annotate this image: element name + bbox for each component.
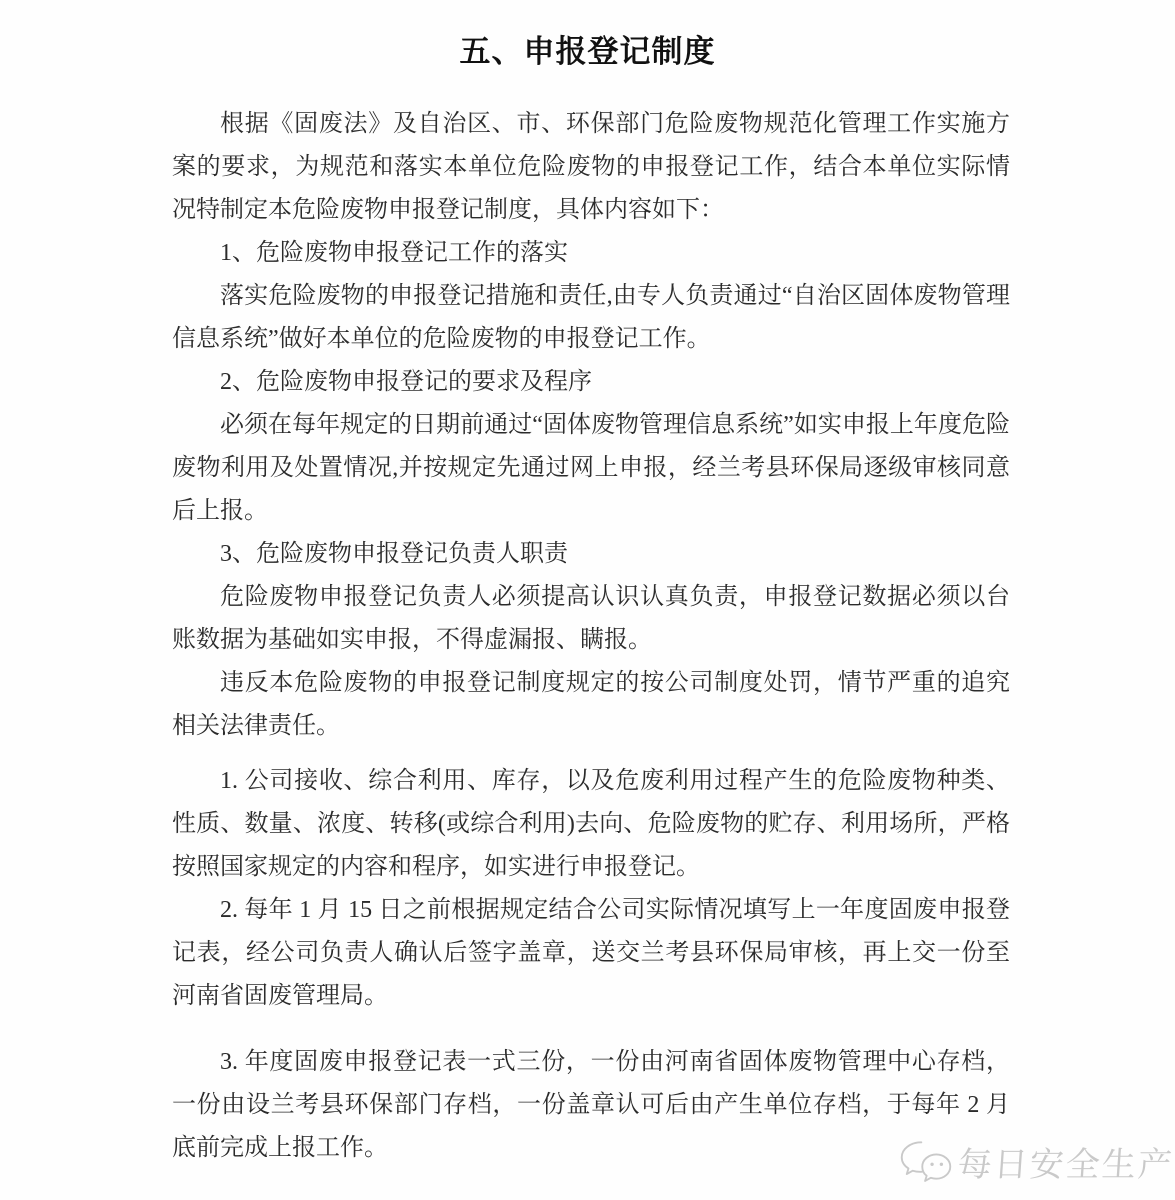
paragraph: 1. 公司接收、综合利用、库存，以及危废利用过程产生的危险废物种类、性质、数量、浓度、转移(或综合利用)去向、危险废物的贮存、利用场所，严格按照国家规定的内容和程序，如实进行申报登记。 [172, 768, 1010, 880]
paragraph: 必须在每年规定的日期前通过“固体废物管理信息系统”如实申报上年度危险废物利用及处置情况,并按规定先通过网上申报，经兰考县环保局逐级审核同意后上报。 [172, 412, 1010, 524]
document-title: 五、申报登记制度 [459, 34, 716, 69]
paragraph: 2、危险废物申报登记的要求及程序 [220, 369, 592, 395]
paragraph: 3、危险废物申报登记负责人职责 [220, 541, 568, 567]
watermark-label: 每日安全生产 [956, 1146, 1175, 1184]
paragraph: 违反本危险废物的申报登记制度规定的按公司制度处罚，情节严重的追究相关法律责任。 [172, 670, 1010, 739]
wechat-icon [898, 1136, 954, 1186]
paragraph: 3. 年度固废申报登记表一式三份，一份由河南省固体废物管理中心存档，一份由设兰考县环保部门存档，一份盖章认可后由产生单位存档，于每年 2 月底前完成上报工作。 [172, 1049, 1010, 1161]
paragraph: 落实危险废物的申报登记措施和责任,由专人负责通过“自治区固体废物管理信息系统”做好本单位的危险废物的申报登记工作。 [172, 283, 1010, 352]
paragraph: 1、危险废物申报登记工作的落实 [220, 240, 568, 266]
paragraph: 根据《固废法》及自治区、市、环保部门危险废物规范化管理工作实施方案的要求，为规范和落实本单位危险废物的申报登记工作，结合本单位实际情况特制定本危险废物申报登记制度，具体内容如下： [172, 111, 1010, 223]
document-body [172, 103, 1010, 1170]
watermark [898, 1136, 1174, 1186]
paragraph: 危险废物申报登记负责人必须提高认识认真负责，申报登记数据必须以台账数据为基础如实申报，不得虚漏报、瞒报。 [172, 584, 1010, 653]
paragraph: 2. 每年 1 月 15 日之前根据规定结合公司实际情况填写上一年度固废申报登记表，经公司负责人确认后签字盖章，送交兰考县环保局审核，再上交一份至河南省固废管理局。 [172, 897, 1010, 1009]
